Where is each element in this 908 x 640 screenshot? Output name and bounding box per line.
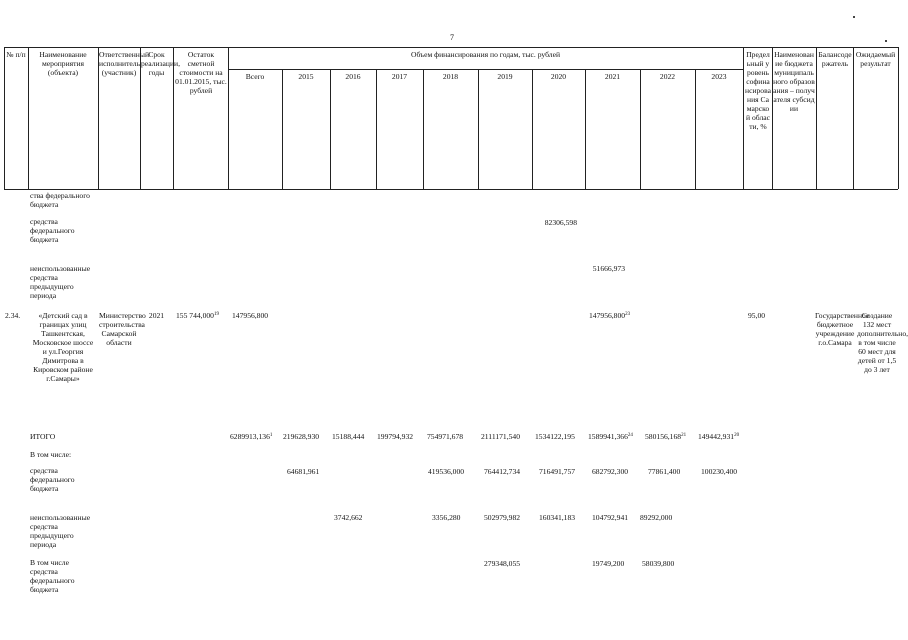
inclfed-2021: 19749,200 — [592, 559, 625, 568]
year-col-2023: 2023 — [711, 72, 727, 81]
scan-mark — [853, 16, 855, 18]
header-num: № п/п — [6, 50, 26, 59]
footnote-ref: 21 — [681, 433, 687, 438]
unused-2016: 3742,662 — [334, 513, 363, 522]
itogo-label: ИТОГО — [30, 432, 56, 441]
itogo-2021 — [588, 432, 633, 441]
cell-2021: 51666,973 — [592, 264, 625, 273]
footnote-ref: 20 — [734, 433, 740, 438]
holder-cell: Государственное бюджетное учреждение г.о.Самара — [815, 311, 870, 347]
year-col-2018: 2018 — [442, 72, 459, 81]
row-label: неиспользованные средства предыдущего периода — [30, 513, 91, 549]
term-cell: 2021 — [148, 311, 165, 320]
year-col-2022: 2022 — [659, 72, 676, 81]
unused-2022: 89292,000 — [640, 513, 673, 522]
year-col-total: Всего — [245, 72, 265, 81]
year-col-2020: 2020 — [550, 72, 567, 81]
fed-2021: 682792,300 — [592, 467, 629, 476]
itogo-2022 — [645, 432, 686, 441]
header-balance: Остаток сметной стоимости на 01.01.2015, тыс. рублей — [175, 50, 227, 95]
fed-2019: 764412,734 — [484, 467, 521, 476]
object-name: «Детский сад в границах улиц Ташкентская, Московское шоссе и ул.Георгия Димитрова в Кировском районе г.Самары» — [32, 311, 94, 383]
unused-2020: 160341,183 — [539, 513, 576, 522]
itogo-2020: 1534122,195 — [535, 432, 575, 441]
fed-2022: 77861,400 — [648, 467, 681, 476]
fed-2015: 64681,961 — [287, 467, 320, 476]
year-col-2017: 2017 — [391, 72, 408, 81]
itogo-2023 — [698, 432, 739, 441]
row-label: ства федерального бюджета — [30, 191, 90, 209]
scan-mark — [885, 40, 887, 42]
inclfed-2022: 58039,800 — [642, 559, 675, 568]
fed-2023: 100230,400 — [701, 467, 738, 476]
itogo-2021-value: 1589941,366 — [588, 432, 628, 441]
header-holder: Балансодержатель — [818, 50, 852, 68]
footnote-ref: 23 — [625, 312, 631, 317]
result-cell: Создание 132 мест дополнительно, в том числе 60 мест для детей от 1,5 до 3 лет — [857, 311, 908, 374]
itogo-2017: 199794,932 — [377, 432, 414, 441]
unused-2019: 502979,982 — [484, 513, 521, 522]
cell-2020: 82306,598 — [544, 218, 577, 227]
unused-2021: 104792,941 — [592, 513, 629, 522]
year-col-2019: 2019 — [497, 72, 513, 81]
header-executor: Ответственный исполнитель (участник) — [99, 50, 150, 77]
header-recipient: Наименование бюджета муниципального образования – получателя субсидии — [773, 50, 815, 113]
year-col-2016: 2016 — [345, 72, 361, 81]
balance-cell — [176, 311, 219, 320]
including-label: В том числе: — [30, 450, 72, 459]
row-number: 2.34. — [5, 311, 21, 320]
year-col-2021: 2021 — [604, 72, 621, 81]
header-volume: Объем финансирования по годам, тыс. рублей — [410, 50, 561, 59]
row-label: В том числе средства федерального бюджета — [30, 558, 75, 594]
itogo-2015: 219628,930 — [283, 432, 320, 441]
itogo-2022-value: 580156,168 — [645, 432, 682, 441]
page-number: 7 — [450, 33, 454, 42]
itogo-total — [230, 432, 272, 441]
unused-2018: 3356,280 — [432, 513, 461, 522]
header-result: Ожидаемый результат — [855, 50, 896, 68]
header-term: Срок реализации, годы — [141, 50, 181, 77]
balance-value: 155 744,000 — [176, 311, 214, 320]
row-label: неиспользованные средства предыдущего периода — [30, 264, 91, 300]
footnote-ref: 24 — [627, 433, 633, 438]
itogo-2018: 754971,678 — [427, 432, 464, 441]
executor-cell: Министерство строительства Самарской области — [99, 311, 146, 347]
footnote-ref: 19 — [213, 312, 219, 317]
footnote-ref: 1 — [269, 433, 273, 438]
total-cell: 147956,800 — [232, 311, 269, 320]
cell-2021 — [589, 311, 630, 320]
itogo-2016: 15188,444 — [332, 432, 365, 441]
row-label: средства федерального бюджета — [30, 466, 75, 493]
cell-2021-value: 147956,800 — [589, 311, 626, 320]
limit-cell: 95,00 — [748, 311, 766, 320]
itogo-2019: 2111171,540 — [481, 432, 521, 441]
row-label: средства федерального бюджета — [30, 217, 75, 244]
year-col-2015: 2015 — [298, 72, 314, 81]
header-limit: Предельный уровень софинансирования Самарской области, % — [745, 50, 771, 131]
header-name: Наименование мероприятия (объекта) — [39, 50, 87, 77]
fed-2018: 419536,000 — [428, 467, 465, 476]
itogo-total-value: 6289913,136 — [230, 432, 270, 441]
fed-2020: 716491,757 — [539, 467, 576, 476]
itogo-2023-value: 149442,931 — [698, 432, 735, 441]
inclfed-2019: 279348,055 — [484, 559, 521, 568]
